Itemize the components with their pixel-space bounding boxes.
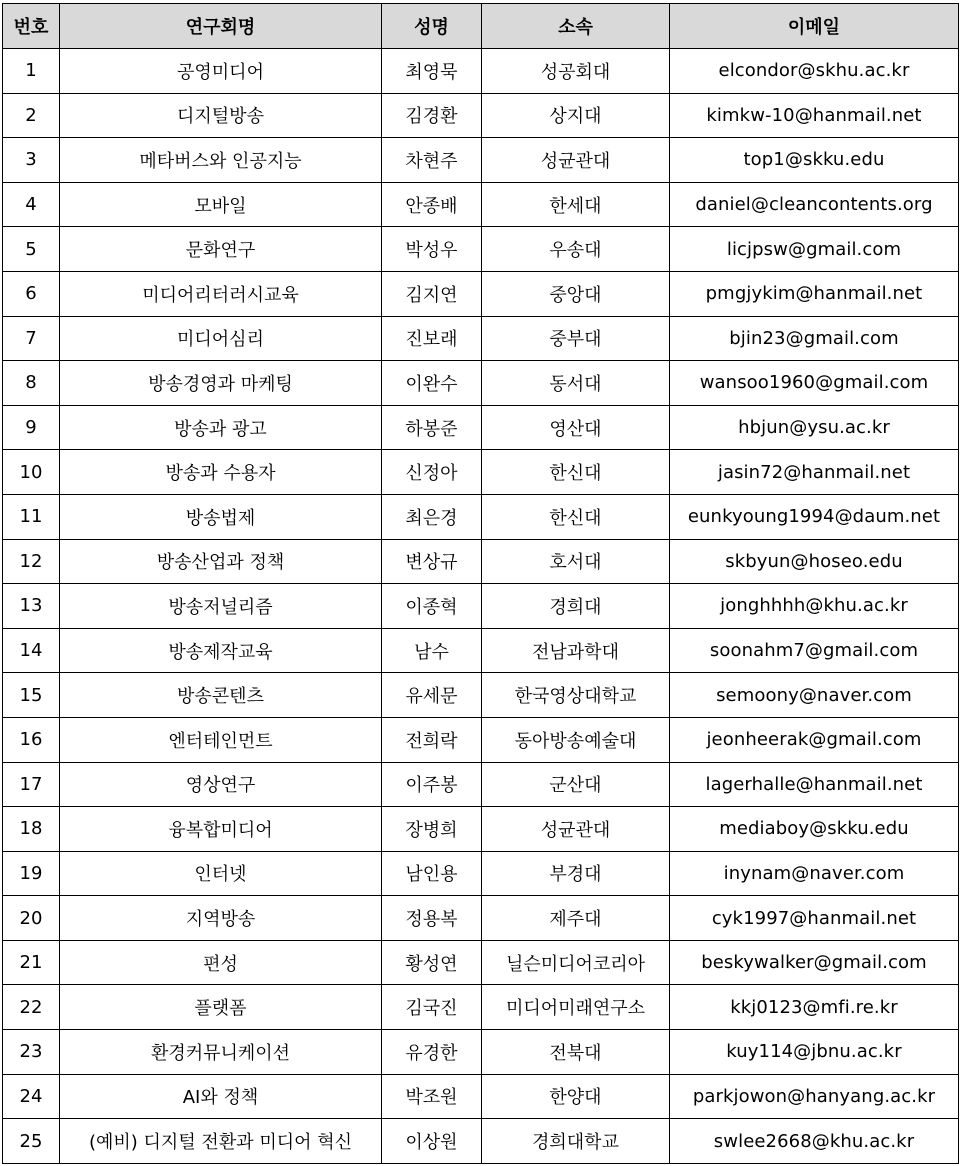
research-group-name: 모바일: [60, 182, 382, 227]
affiliation: 경희대: [482, 584, 670, 629]
table-row: [3, 807, 959, 852]
table-body: [3, 49, 959, 1164]
row-number: 11: [3, 494, 60, 539]
affiliation: 성균관대: [482, 138, 670, 183]
person-name: 최은경: [382, 494, 482, 539]
affiliation: 전북대: [482, 1030, 670, 1075]
research-group-name: 방송과 수용자: [60, 450, 382, 495]
email-address: licjpsw@gmail.com: [670, 227, 959, 272]
affiliation: 미디어미래연구소: [482, 985, 670, 1030]
affiliation: 중부대: [482, 316, 670, 361]
research-group-name: 인터넷: [60, 851, 382, 896]
row-number: 2: [3, 93, 60, 138]
research-group-name: AI와 정책: [60, 1074, 382, 1119]
research-group-name: (예비) 디지털 전환과 미디어 혁신: [60, 1119, 382, 1164]
person-name: 이주봉: [382, 762, 482, 807]
email-address: beskywalker@gmail.com: [670, 940, 959, 985]
header-email: 이메일: [670, 4, 959, 49]
affiliation: 상지대: [482, 93, 670, 138]
row-number: 23: [3, 1030, 60, 1075]
row-number: 6: [3, 271, 60, 316]
research-group-name: 엔터테인먼트: [60, 717, 382, 762]
table-header-row: [3, 4, 959, 49]
person-name: 진보래: [382, 316, 482, 361]
affiliation: 한신대: [482, 450, 670, 495]
row-number: 16: [3, 717, 60, 762]
affiliation: 한세대: [482, 182, 670, 227]
row-number: 17: [3, 762, 60, 807]
header-group-name: 연구회명: [60, 4, 382, 49]
person-name: 박성우: [382, 227, 482, 272]
row-number: 3: [3, 138, 60, 183]
person-name: 정용복: [382, 896, 482, 941]
person-name: 남인용: [382, 851, 482, 896]
table-row: [3, 93, 959, 138]
email-address: swlee2668@khu.ac.kr: [670, 1119, 959, 1164]
table-row: [3, 227, 959, 272]
email-address: jonghhhh@khu.ac.kr: [670, 584, 959, 629]
affiliation: 제주대: [482, 896, 670, 941]
affiliation: 닐슨미디어코리아: [482, 940, 670, 985]
affiliation: 경희대학교: [482, 1119, 670, 1164]
person-name: 박조원: [382, 1074, 482, 1119]
affiliation: 군산대: [482, 762, 670, 807]
research-group-name: 환경커뮤니케이션: [60, 1030, 382, 1075]
row-number: 18: [3, 807, 60, 852]
email-address: soonahm7@gmail.com: [670, 628, 959, 673]
research-group-name: 방송과 광고: [60, 405, 382, 450]
table-row: [3, 1030, 959, 1075]
affiliation: 우송대: [482, 227, 670, 272]
email-address: eunkyoung1994@daum.net: [670, 494, 959, 539]
table-row: [3, 271, 959, 316]
header-affiliation: 소속: [482, 4, 670, 49]
person-name: 유경한: [382, 1030, 482, 1075]
header-number: 번호: [3, 4, 60, 49]
affiliation: 한국영상대학교: [482, 673, 670, 718]
email-address: wansoo1960@gmail.com: [670, 361, 959, 406]
table-row: [3, 494, 959, 539]
row-number: 1: [3, 49, 60, 94]
email-address: bjin23@gmail.com: [670, 316, 959, 361]
row-number: 14: [3, 628, 60, 673]
research-group-name: 방송저널리즘: [60, 584, 382, 629]
affiliation: 성균관대: [482, 807, 670, 852]
person-name: 변상규: [382, 539, 482, 584]
table-row: [3, 450, 959, 495]
email-address: hbjun@ysu.ac.kr: [670, 405, 959, 450]
affiliation: 한양대: [482, 1074, 670, 1119]
affiliation: 동아방송예술대: [482, 717, 670, 762]
email-address: kimkw-10@hanmail.net: [670, 93, 959, 138]
affiliation: 한신대: [482, 494, 670, 539]
person-name: 김경환: [382, 93, 482, 138]
research-group-name: 문화연구: [60, 227, 382, 272]
research-group-name: 방송콘텐츠: [60, 673, 382, 718]
row-number: 20: [3, 896, 60, 941]
person-name: 차현주: [382, 138, 482, 183]
row-number: 21: [3, 940, 60, 985]
person-name: 하봉준: [382, 405, 482, 450]
table-row: [3, 762, 959, 807]
email-address: jeonheerak@gmail.com: [670, 717, 959, 762]
email-address: mediaboy@skku.edu: [670, 807, 959, 852]
row-number: 7: [3, 316, 60, 361]
email-address: kkj0123@mfi.re.kr: [670, 985, 959, 1030]
research-group-name: 지역방송: [60, 896, 382, 941]
table-row: [3, 361, 959, 406]
email-address: skbyun@hoseo.edu: [670, 539, 959, 584]
person-name: 이상원: [382, 1119, 482, 1164]
person-name: 이종혁: [382, 584, 482, 629]
table-row: [3, 1119, 959, 1164]
person-name: 김국진: [382, 985, 482, 1030]
row-number: 24: [3, 1074, 60, 1119]
research-group-name: 방송법제: [60, 494, 382, 539]
person-name: 유세문: [382, 673, 482, 718]
affiliation: 동서대: [482, 361, 670, 406]
email-address: elcondor@skhu.ac.kr: [670, 49, 959, 94]
person-name: 신정아: [382, 450, 482, 495]
table-row: [3, 673, 959, 718]
table-row: [3, 138, 959, 183]
email-address: jasin72@hanmail.net: [670, 450, 959, 495]
table-row: [3, 539, 959, 584]
research-group-name: 플랫폼: [60, 985, 382, 1030]
email-address: parkjowon@hanyang.ac.kr: [670, 1074, 959, 1119]
row-number: 4: [3, 182, 60, 227]
person-name: 전희락: [382, 717, 482, 762]
table-row: [3, 985, 959, 1030]
table-row: [3, 316, 959, 361]
row-number: 8: [3, 361, 60, 406]
research-group-name: 디지털방송: [60, 93, 382, 138]
email-address: kuy114@jbnu.ac.kr: [670, 1030, 959, 1075]
table-row: [3, 584, 959, 629]
research-group-name: 방송경영과 마케팅: [60, 361, 382, 406]
email-address: pmgjykim@hanmail.net: [670, 271, 959, 316]
row-number: 10: [3, 450, 60, 495]
email-address: semoony@naver.com: [670, 673, 959, 718]
row-number: 19: [3, 851, 60, 896]
research-group-name: 편성: [60, 940, 382, 985]
research-group-name: 방송제작교육: [60, 628, 382, 673]
research-group-name: 방송산업과 정책: [60, 539, 382, 584]
table-row: [3, 896, 959, 941]
table-row: [3, 49, 959, 94]
research-group-name: 영상연구: [60, 762, 382, 807]
table-row: [3, 628, 959, 673]
email-address: cyk1997@hanmail.net: [670, 896, 959, 941]
person-name: 김지연: [382, 271, 482, 316]
table-row: [3, 851, 959, 896]
affiliation: 전남과학대: [482, 628, 670, 673]
person-name: 이완수: [382, 361, 482, 406]
research-group-name: 미디어심리: [60, 316, 382, 361]
table-row: [3, 940, 959, 985]
research-group-name: 융복합미디어: [60, 807, 382, 852]
person-name: 최영묵: [382, 49, 482, 94]
email-address: daniel@cleancontents.org: [670, 182, 959, 227]
affiliation: 호서대: [482, 539, 670, 584]
row-number: 9: [3, 405, 60, 450]
table-row: [3, 405, 959, 450]
email-address: top1@skku.edu: [670, 138, 959, 183]
research-group-name: 메타버스와 인공지능: [60, 138, 382, 183]
row-number: 22: [3, 985, 60, 1030]
table-row: [3, 1074, 959, 1119]
affiliation: 영산대: [482, 405, 670, 450]
row-number: 12: [3, 539, 60, 584]
email-address: inynam@naver.com: [670, 851, 959, 896]
table-row: [3, 717, 959, 762]
row-number: 15: [3, 673, 60, 718]
row-number: 13: [3, 584, 60, 629]
person-name: 남수: [382, 628, 482, 673]
row-number: 25: [3, 1119, 60, 1164]
row-number: 5: [3, 227, 60, 272]
research-group-name: 공영미디어: [60, 49, 382, 94]
email-address: lagerhalle@hanmail.net: [670, 762, 959, 807]
affiliation: 성공회대: [482, 49, 670, 94]
header-person-name: 성명: [382, 4, 482, 49]
person-name: 황성연: [382, 940, 482, 985]
table-row: [3, 182, 959, 227]
affiliation: 중앙대: [482, 271, 670, 316]
research-group-name: 미디어리터러시교육: [60, 271, 382, 316]
affiliation: 부경대: [482, 851, 670, 896]
research-group-table: [2, 3, 959, 1164]
person-name: 장병희: [382, 807, 482, 852]
person-name: 안종배: [382, 182, 482, 227]
